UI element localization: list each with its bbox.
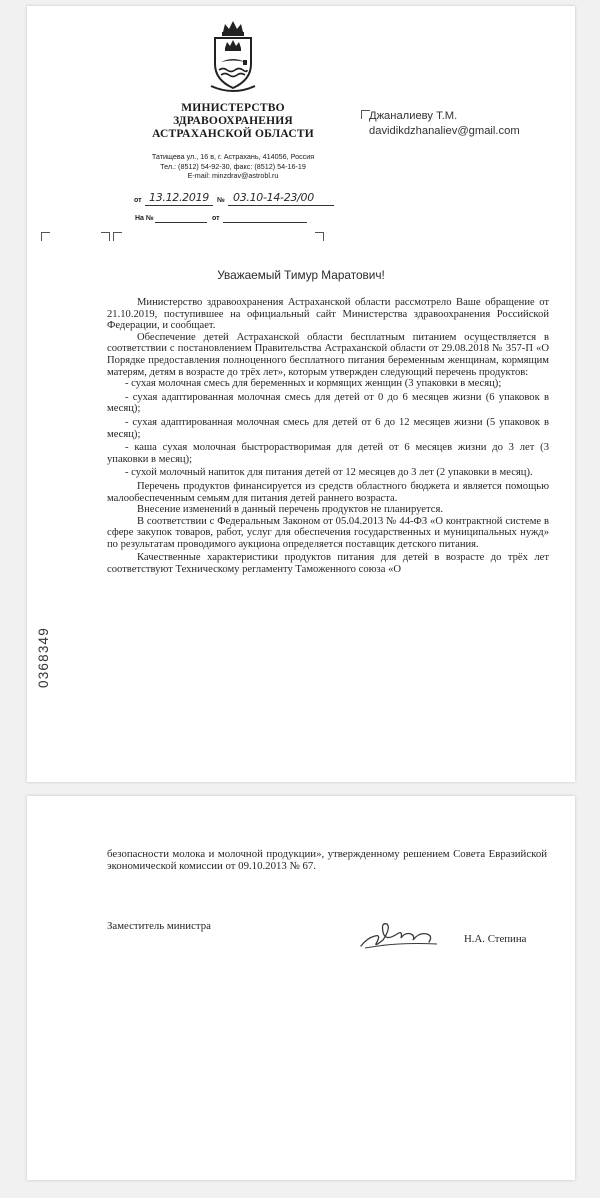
- paragraph: безопасности молока и молочной продукции», утвержденному решением Совета Евразийской экономической комиссии от 09.10.2013 № 67.: [107, 848, 547, 873]
- greeting: Уважаемый Тимур Маратович!: [217, 268, 385, 282]
- address-line: Татищева ул., 16 в, г. Астрахань, 414056, Россия: [151, 152, 315, 161]
- letter-body-continued: [107, 848, 547, 873]
- product-list-item: - сухой молочный напиток для питания детей от 12 месяцев до 3 лет (2 упаковки в месяц).: [125, 467, 533, 479]
- paragraph: Перечень продуктов финансируется из средств областного бюджета и является помощью малообеспеченным семьям для питания детей раннего возраста.: [107, 480, 549, 504]
- side-registration-number: 0368349: [35, 627, 51, 688]
- reference-date-underline: [223, 222, 307, 223]
- letter-body: [107, 297, 549, 576]
- subject-corner-mark: [101, 232, 110, 241]
- recipient-name: Джаналиеву Т.М.: [369, 110, 458, 122]
- coat-of-arms-icon: [203, 18, 263, 96]
- ministry-name: [127, 102, 339, 141]
- number-prefix: №: [217, 197, 225, 204]
- ministry-address: [123, 152, 343, 181]
- ministry-line: МИНИСТЕРСТВО: [181, 102, 285, 114]
- letter-number: 03.10-14-23/00: [233, 191, 314, 204]
- paragraph: Министерство здравоохранения Астраханской области рассмотрело Ваше обращение от 21.10.2019, поступившее на официальный сайт Министерства здравоохранения Российской Федерации, и сообщает.: [107, 297, 549, 332]
- address-line: E-mail: minzdrav@astrobl.ru: [187, 171, 279, 180]
- subject-corner-mark: [113, 232, 122, 241]
- product-list-item: - сухая адаптированная молочная смесь для детей от 6 до 12 месяцев жизни (5 упаковок в месяц);: [107, 416, 549, 440]
- address-line: Тел.: (8512) 54-92-30, факс: (8512) 54-16-19: [160, 161, 306, 171]
- product-list-item: - сухая молочная смесь для беременных и кормящих женщин (3 упаковки в месяц);: [125, 378, 502, 390]
- recipient-email: davidikdzhanaliev@gmail.com: [369, 124, 520, 137]
- signer-title: Заместитель министра: [107, 920, 211, 932]
- date-underline: [145, 205, 213, 206]
- ministry-line: АСТРАХАНСКОЙ ОБЛАСТИ: [152, 128, 314, 140]
- signer-name: Н.А. Степина: [464, 933, 527, 945]
- ministry-line: ЗДРАВООХРАНЕНИЯ: [173, 115, 293, 127]
- reference-prefix: На №: [135, 215, 154, 222]
- recipient-block: [369, 109, 579, 138]
- subject-corner-mark: [315, 232, 324, 241]
- reference-underline: [155, 222, 207, 223]
- date-prefix: от: [134, 197, 142, 204]
- letter-date: 13.12.2019: [149, 191, 209, 204]
- number-underline: [228, 205, 334, 206]
- paragraph: Внесение изменений в данный перечень продуктов не планируется.: [137, 504, 443, 516]
- reference-date-prefix: от: [212, 215, 220, 222]
- product-list-item: - каша сухая молочная быстрорастворимая для детей от 6 месяцев жизни до 3 лет (3 упаковки в месяц);: [107, 442, 549, 465]
- subject-corner-mark: [41, 232, 50, 241]
- product-list-item: - сухая адаптированная молочная смесь для детей от 0 до 6 месяцев жизни (6 упаковок в месяц);: [107, 391, 549, 415]
- paragraph: Качественные характеристики продуктов питания для детей в возрасте до трёх лет соответствуют Техническому регламенту Таможенного союза «О: [107, 552, 549, 576]
- signature-icon: [357, 916, 449, 952]
- letter-page-2: [27, 796, 575, 1180]
- recipient-corner-mark: [361, 110, 370, 119]
- paragraph: Обеспечение детей Астраханской области бесплатным питанием осуществляется в соответствии с постановлением Правительства Астраханской области от 29.08.2018 № 357-П «О Порядке предоставления полноценного бесплатного питания беременным женщинам, кормящим матерям, детям в возрасте до трёх лет», которым утвержден следующий перечень продуктов:: [107, 331, 549, 378]
- paragraph: В соответствии с Федеральным Законом от 05.04.2013 № 44-ФЗ «О контрактной системе в сфере закупок товаров, работ, услуг для обеспечения государственных и муниципальных нужд» по результатам проводимого аукциона определяется поставщик детского питания.: [107, 515, 549, 550]
- letter-page-1: [27, 6, 575, 782]
